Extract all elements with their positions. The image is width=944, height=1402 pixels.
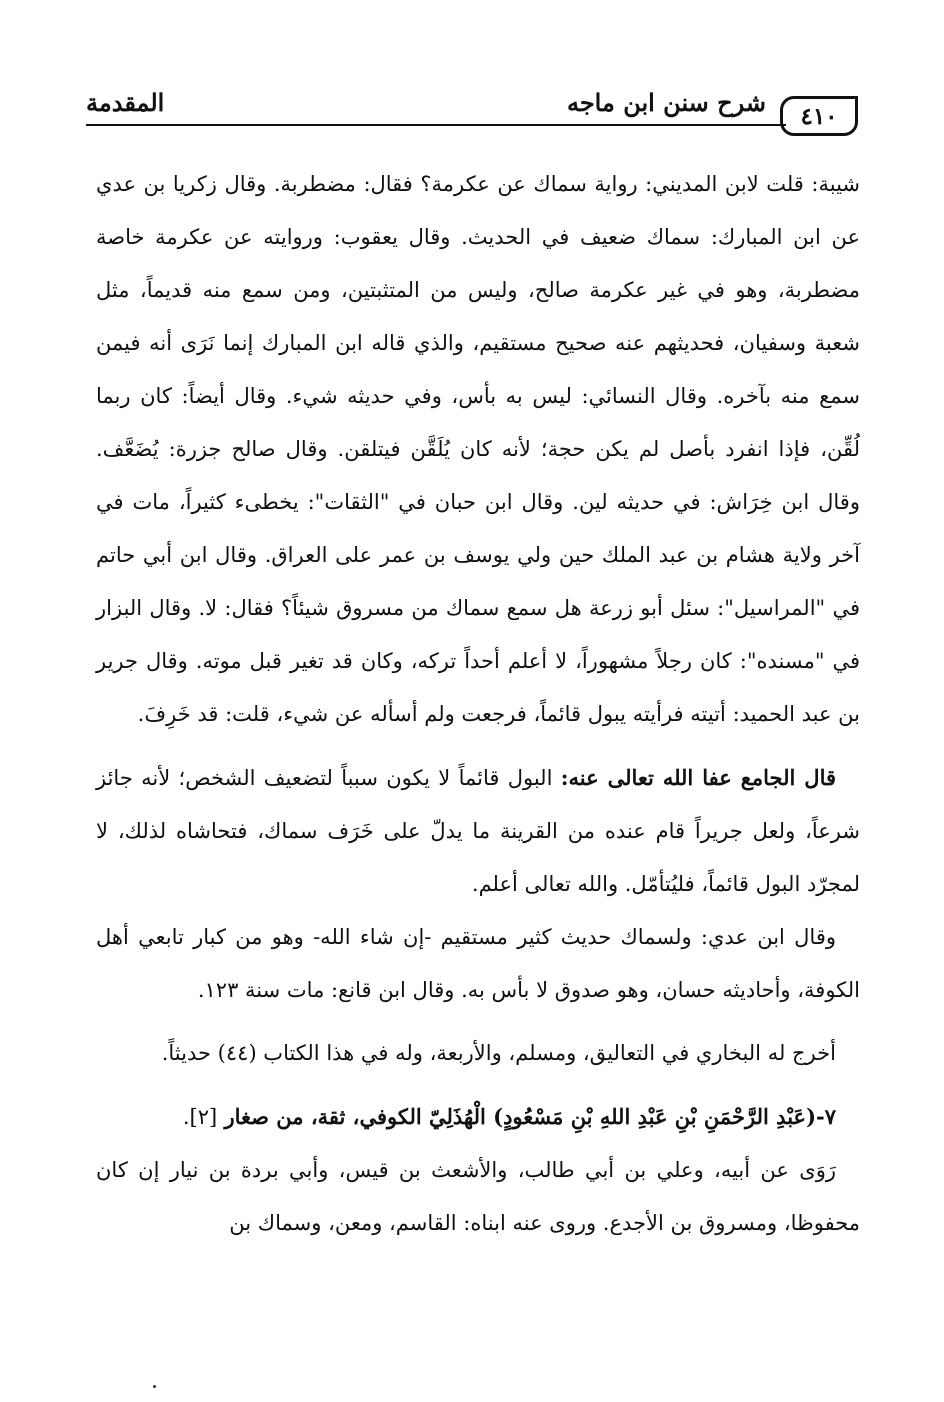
book-title: شرح سنن ابن ماجه (566, 88, 766, 117)
paragraph-compiler-comment (96, 751, 860, 911)
section-title: المقدمة (86, 88, 165, 117)
compiler-lead: قال الجامع عفا الله تعالى عنه: (560, 765, 837, 790)
page-header (86, 82, 858, 130)
paragraph-narrators-opinions: شيبة: قلت لابن المديني: رواية سماك عن عكرمة؟ فقال: مضطربة. وقال زكريا بن عدي عن ابن المبارك: سماك ضعيف في الحديث. وقال يعقوب: وروايته عن عكرمة خاصة مضطربة، وهو في غير عكرمة صالح، وليس من المتثبتين، ومن سمع منه قديماً، مثل شعبة وسفيان، فحديثهم عنه صحيح مستقيم، والذي قاله ابن المبارك إنما نَرَى أنه فيمن سمع منه بآخره. وقال النسائي: ليس به بأس، وفي حديثه شيء. وقال أيضاً: كان ربما لُقِّن، فإذا انفرد بأصل لم يكن حجة؛ لأنه كان يُلَقَّن فيتلقن. وقال صالح جزرة: يُضَعَّف. وقال ابن خِرَاش: في حديثه لين. وقال ابن حبان في "الثقات": يخطىء كثيراً، مات في آخر ولاية هشام بن عبد الملك حين ولي يوسف بن عمر على العراق. وقال ابن أبي حاتم في "المراسيل": سئل أبو زرعة هل سمع سماك من مسروق شيئاً؟ فقال: لا. وقال البزار في "مسنده": كان رجلاً مشهوراً، لا أعلم أحداً تركه، وكان قد تغير قبل موته. وقال جرير بن عبد الحميد: أتيته فرأيته يبول قائماً، فرجعت ولم أسأله عن شيء، قلت: قد خَرِفَ. (96, 172, 860, 726)
narrator-entry-heading (96, 1090, 860, 1144)
header-rule (86, 124, 786, 126)
paragraph-narrations: رَوَى عن أبيه، وعلي بن أبي طالب، والأشعث بن قيس، وأبي بردة بن نيار إن كان محفوظا، ومسروق بن الأجدع. وروى عنه ابناه: القاسم، ومعن، وسماك بن (96, 1158, 860, 1235)
entry-name: عَبْدِ الرَّحْمَنِ بْنِ عَبْدِ اللهِ بْنِ مَسْعُودٍ) الْهُذَلِيّ الكوفي، ثقة، من صغار (217, 1104, 807, 1129)
page-number: ٤١٠ (780, 96, 858, 136)
paragraph-takhrij: أخرج له البخاري في التعاليق، ومسلم، والأربعة، وله في هذا الكتاب (٤٤) حديثاً. (161, 1041, 836, 1065)
entry-rank-ref: [٢]. (182, 1105, 218, 1129)
scan-speck (153, 1385, 156, 1388)
entry-number: ٧-( (806, 1104, 836, 1129)
page-body (96, 158, 860, 1250)
paragraph-ibn-adi: وقال ابن عدي: ولسماك حديث كثير مستقيم -إن شاء الله- وهو من كبار تابعي أهل الكوفة، وأحاديثه حسان، وهو صدوق لا بأس به. وقال ابن قانع: مات سنة ١٢٣. (96, 925, 860, 1002)
compiler-comment-text: البول قائماً لا يكون سبباً لتضعيف الشخص؛ لأنه جائز شرعاً، ولعل جريراً قام عنده من القرينة ما يدلّ على خَرَف سماك، فتحاشاه لذلك، لا لمجرّد البول قائماً، فليُتأمّل. والله تعالى أعلم. (96, 766, 860, 896)
